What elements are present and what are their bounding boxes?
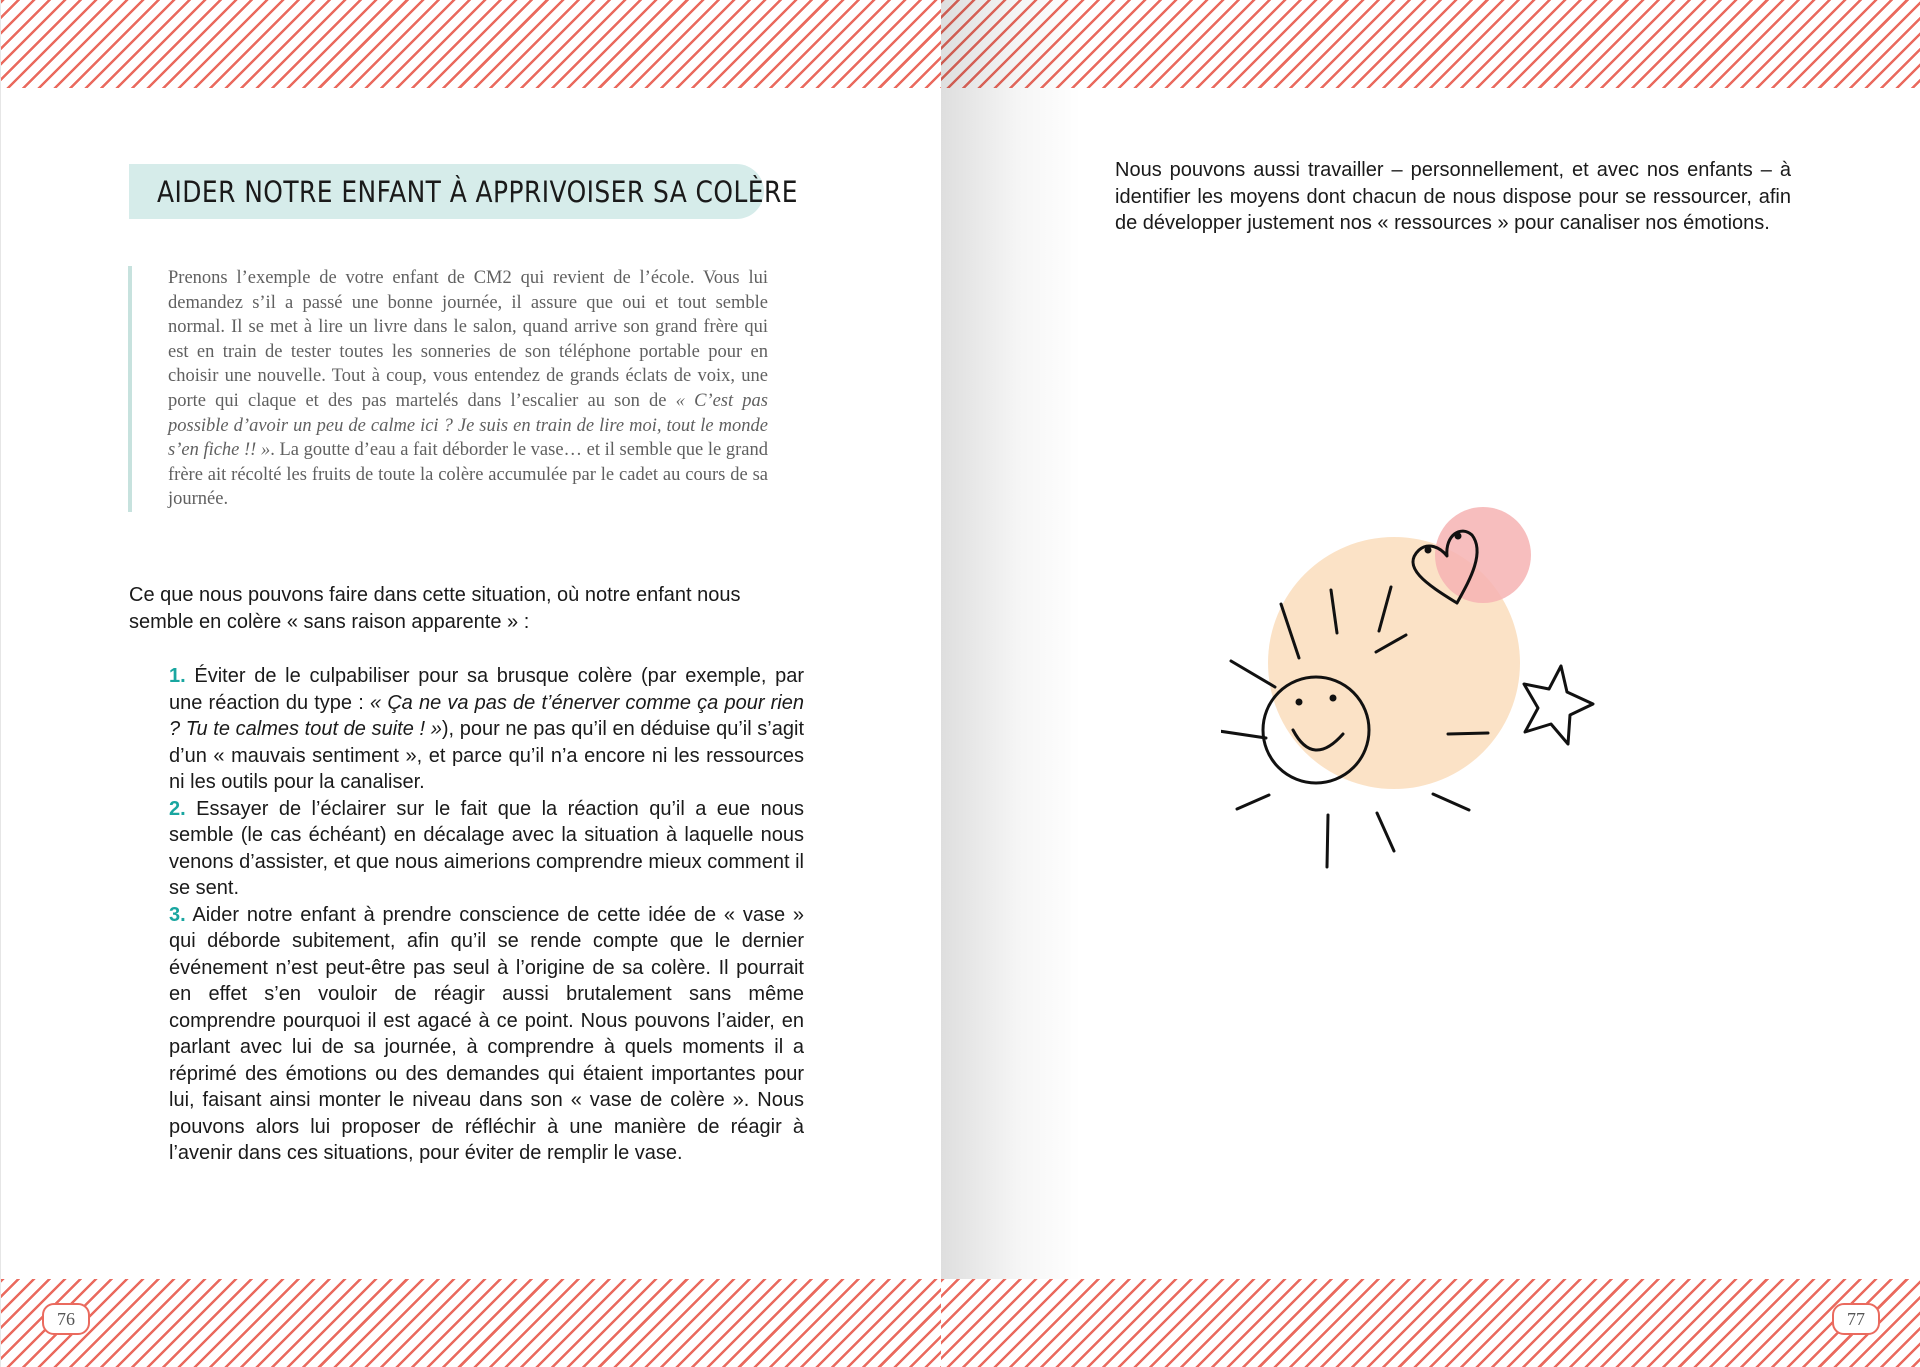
step-text: Aider notre enfant à prendre conscience de cette idée de « vase » qui déborde subitement, afin qu’il se rende compte que le dernier événement n’est peut-être pas seul à l’origine de sa colère. Il pourrait en effet s’en vouloir de réagir aussi brutalement sans même comprendre pourquoi il est agacé à ce point. Nous pouvons l’aider, en parlant avec lui de sa journée, à comprendre à quels moments il a réprimé des émotions ou des demandes qui étaient importantes pour lui, faisant ainsi monter le niveau dans son « vase de colère ». Nous pouvons alors lui proposer de réfléchir à une manière de réagir à l’avenir dans ces situations, pour éviter de remplir le vase. bbox=[169, 903, 804, 1164]
step-item-2 bbox=[169, 796, 804, 902]
step-number: 3. bbox=[169, 903, 186, 926]
step-item-3 bbox=[169, 902, 804, 1167]
section-title: AIDER NOTRE ENFANT À APPRIVOISER SA COLÈRE bbox=[157, 174, 798, 209]
step-item-1 bbox=[169, 663, 804, 796]
pink-blob bbox=[1435, 507, 1531, 603]
example-quote-block bbox=[128, 266, 768, 512]
left-page bbox=[0, 0, 941, 1367]
top-stripe-border bbox=[941, 0, 1920, 88]
top-stripe-border bbox=[1, 0, 941, 88]
step-text: ), pour ne pas qu’il en déduise qu’il s’agit d’un « mauvais sentiment », et parce qu’il n’a encore ni les ressources ni les outils pour la canaliser. bbox=[169, 718, 804, 793]
step-text: Éviter de le culpabiliser pour sa brusque colère (par exemple, par une réaction du type : bbox=[169, 665, 804, 714]
step-number: 2. bbox=[169, 797, 186, 820]
steps-list bbox=[169, 663, 804, 1167]
example-quote-text bbox=[168, 266, 768, 512]
page-number-right: 77 bbox=[1832, 1303, 1880, 1335]
quote-text-part: . La goutte d’eau a fait déborder le vase… et il semble que le grand frère ait récolté les fruits de toute la colère accumulée par le cadet au cours de sa journée. bbox=[168, 440, 768, 510]
bottom-stripe-border bbox=[941, 1279, 1920, 1367]
quote-text-part: Prenons l’exemple de votre enfant de CM2 qui revient de l’école. Vous lui demandez s’il a passé une bonne journée, il assure que oui et tout semble normal. Il se met à lire un livre dans le salon, quand arrive son grand frère qui est en train de tester toutes les sonneries de son téléphone portable pour en choisir une nouvelle. Tout à coup, vous entendez de grands éclats de voix, une porte qui claque et des pas martelés dans l’escalier au son de bbox=[168, 268, 768, 411]
intro-paragraph: Ce que nous pouvons faire dans cette situation, où notre enfant nous semble en colère « sans raison apparente » : bbox=[129, 584, 741, 633]
bottom-stripe-border bbox=[1, 1279, 941, 1367]
page-number-left: 76 bbox=[42, 1303, 90, 1335]
step-italic-text: « Ça ne va pas de t’énerver comme ça pour rien ? Tu te calmes tout de suite ! » bbox=[169, 691, 804, 740]
quote-italic-speech: « C’est pas possible d’avoir un peu de calme ici ? Je suis en train de lire moi, tout le monde s’en fiche !! » bbox=[168, 390, 768, 461]
doodle-illustration bbox=[1221, 490, 1641, 890]
gutter-shadow bbox=[941, 0, 1081, 1367]
step-text: Essayer de l’éclairer sur le fait que la réaction qu’il a eue nous semble (le cas échéant) en décalage avec la situation à laquelle nous venons d’assister, et que nous aimerions comprendre mieux comment il se sent. bbox=[169, 797, 804, 899]
star-icon bbox=[1524, 666, 1593, 744]
step-number: 1. bbox=[169, 665, 186, 687]
right-paragraph: Nous pouvons aussi travailler – personnellement, et avec nos enfants – à identifier les moyens dont chacun de nous dispose pour se ressourcer, afin de développer justement nos « ressources » pour canaliser nos émotions. bbox=[1115, 159, 1791, 234]
section-title-bar bbox=[129, 164, 798, 219]
right-page bbox=[941, 0, 1920, 1367]
